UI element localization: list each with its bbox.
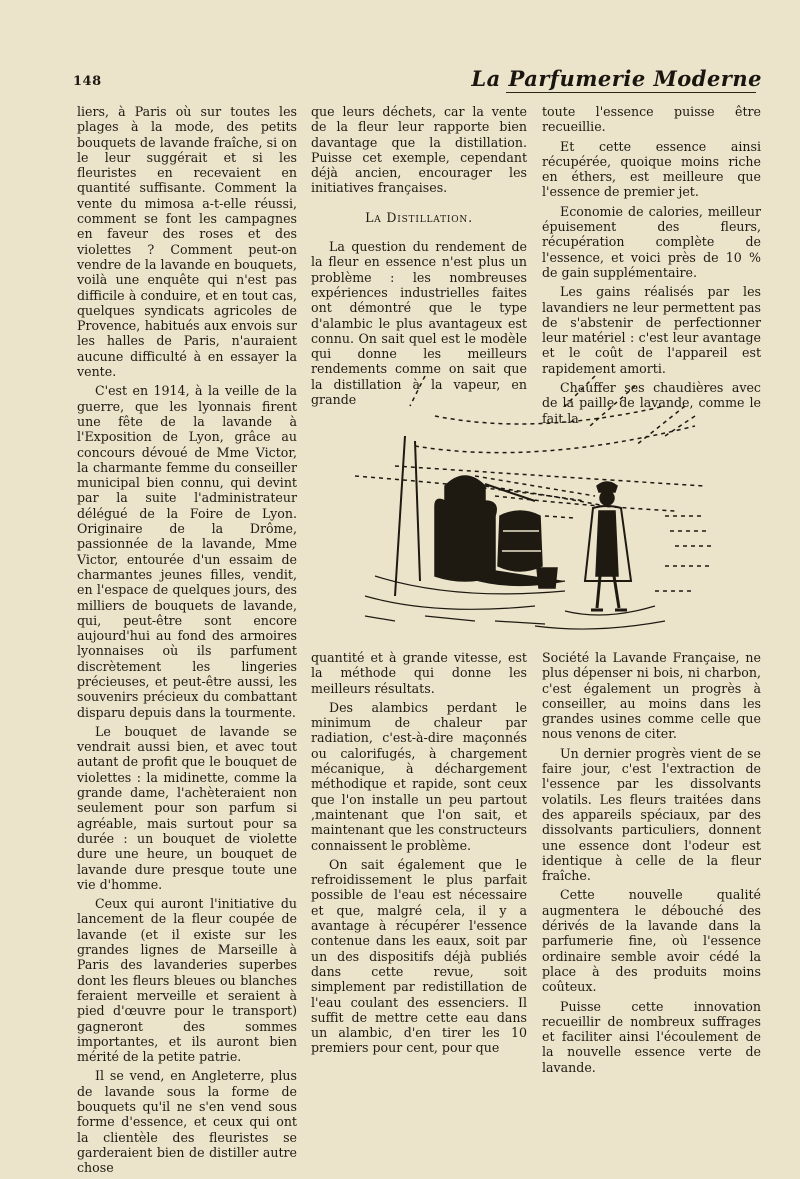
column-left bbox=[77, 104, 297, 1179]
paragraph: Economie de calories, meilleur épuisement des fleurs, récupération complète de l'essence, et voici près de 10 % de gain supplémentaire. bbox=[542, 203, 761, 280]
paragraph: Les gains réalisés par les lavandiers ne leur permettent pas de s'abstenir de perfectionner leur matériel : c'est leur avantage et le coût de l'appareil est rapidement amorti. bbox=[542, 284, 761, 376]
page-number: 148 bbox=[73, 74, 102, 89]
paragraph: Le bouquet de lavande se vendrait aussi bien, et avec tout autant de profit que le bouquet de violettes : la midinette, comme la grande dame, l'achèteraient non seulement pour son parfum si agréable, mais surtout pour sa durée : un bouquet de violette dure une heure, un bouquet de lavande dure presque toute une vie d'homme. bbox=[77, 723, 297, 892]
column-right-bottom bbox=[542, 650, 761, 1079]
barrel-icon bbox=[498, 511, 542, 571]
distillery-illustration bbox=[335, 366, 735, 634]
paragraph: Un dernier progrès vient de se faire jour, c'est l'extraction de l'essence par les dissolvants volatils. Les fleurs traitées dans des appareils spéciaux, par des dissolvants particuliers, donnent une essence dont l'odeur est identique à celle de la fleur fraîche. bbox=[542, 745, 761, 884]
paragraph: La question du rendement de la fleur en essence n'est plus un problème : les nombreuses expériences industrielles faites ont démontré que le type d'alambic le plus avantageux est connu. On sait quel est le modèle qui donne les meilleurs rendements comme on sait que la distillation à la vapeur, en grande bbox=[311, 239, 527, 408]
paragraph: Société la Lavande Française, ne plus dépenser ni bois, ni charbon, c'est également un progrès à conseiller, au moins dans les grandes usines comme celle que nous venons de citer. bbox=[542, 650, 761, 742]
paragraph: que leurs déchets, car la vente de la fleur leur rapporte bien davantage que la distillation. Puisse cet exemple, cependant déjà ancien, encourager les initiatives françaises. bbox=[311, 104, 527, 196]
title-flourish bbox=[506, 92, 756, 93]
column-middle-bottom bbox=[311, 650, 527, 1060]
paragraph: Et cette essence ainsi récupérée, quoique moins riche en éthers, est meilleure que l'essence de premier jet. bbox=[542, 138, 761, 200]
paragraph: Des alambics perdant le minimum de chaleur par radiation, c'est-à-dire maçonnés ou calorifugés, à chargement mécanique, à déchargement méthodique et rapide, sont ceux que l'on installe un peu partout ,maintenant que l'on sait, et maintenant que les constructeurs connaissent le problème. bbox=[311, 699, 527, 853]
paragraph: liers, à Paris où sur toutes les plages à la mode, des petits bouquets de lavande fraîche, si on le leur suggérait et si les fleuristes en recevaient en quantité suffisante. Comment la vente du mimosa a-t-elle réussi, comment se font les campagnes en faveur des roses et des violettes ? Comment peut-on vendre de la lavande en bouquets, voilà une enquête qui n'est pas difficile à conduire, et en tout cas, quelques syndicats agricoles de Provence, habitués aux envois sur les halles de Paris, n'auraient aucune difficulté à en essayer la vente. bbox=[77, 104, 297, 380]
paragraph: Chauffer ses chaudières avec de la paille de lavande, comme le fait la bbox=[542, 380, 761, 426]
paragraph: toute l'essence puisse être recueillie. bbox=[542, 104, 761, 135]
paragraph: On sait également que le refroidissement le plus parfait possible de l'eau est nécessaire et que, malgré cela, il y a avantage à récupérer l'essence contenue dans les eaux, soit par un des dispositifs déjà publiés dans cette revue, soit simplement par redistillation de l'eau coulant des essenciers. Il suffit de mettre cette eau dans un alambic, d'en tirer les 10 premiers pour cent, pour que bbox=[311, 856, 527, 1056]
paragraph: Cette nouvelle qualité augmentera le débouché des dérivés de la lavande dans la parfumerie fine, où l'essence ordinaire semble avoir cédé la place à des produits moins coûteux. bbox=[542, 887, 761, 995]
journal-title: La Parfumerie Moderne bbox=[471, 66, 762, 91]
paragraph: quantité et à grande vitesse, est la méthode qui donne les meilleurs résultats. bbox=[311, 650, 527, 696]
scaffold bbox=[395, 436, 420, 596]
paragraph: C'est en 1914, à la veille de la guerre, que les lyonnais firent une fête de la lavande à l'Exposition de Lyon, grâce au concours dévoué de Mme Victor, la charmante femme du conseiller municipal bien connu, qui devint par la suite l'administrateur délégué de la Foire de Lyon. Originaire de la Drôme, passionnée de la lavande, Mme Victor, entourée d'un essaim de charmantes jeunes filles, vendit, en l'espace de quelques jours, des milliers de bouquets de lavande, qui, peut-être sont encore aujourd'hui au fond des armoires lyonnaises où ils parfument discrètement les lingeries précieuses, et peut-être aussi, les souvenirs précieux du combattant disparu depuis dans la tourmente. bbox=[77, 383, 297, 720]
paragraph: Il se vend, en Angleterre, plus de lavande sous la forme de bouquets qu'il ne s'en vend sous forme d'essence, et ceux qui ont la clientèle des fleuristes se garderaient bien de distiller autre chose bbox=[77, 1068, 297, 1176]
man-figure bbox=[585, 482, 631, 610]
paragraph: Puisse cette innovation recueillir de nombreux suffrages et faciliter ainsi l'écoulement de la nouvelle essence verte de lavande. bbox=[542, 998, 761, 1075]
paragraph: Ceux qui auront l'initiative du lancement de la fleur coupée de lavande (et il existe sur les grandes lignes de Marseille à Paris des lavanderies superbes dont les fleurs bleues ou blanches feraient merveille et seraient à pied d'œuvre pour le transport) gagneront des sommes importantes, et ils auront bien mérité de la petite patrie. bbox=[77, 896, 297, 1065]
page-header bbox=[0, 0, 800, 100]
section-heading: La Distillation. bbox=[365, 209, 473, 225]
